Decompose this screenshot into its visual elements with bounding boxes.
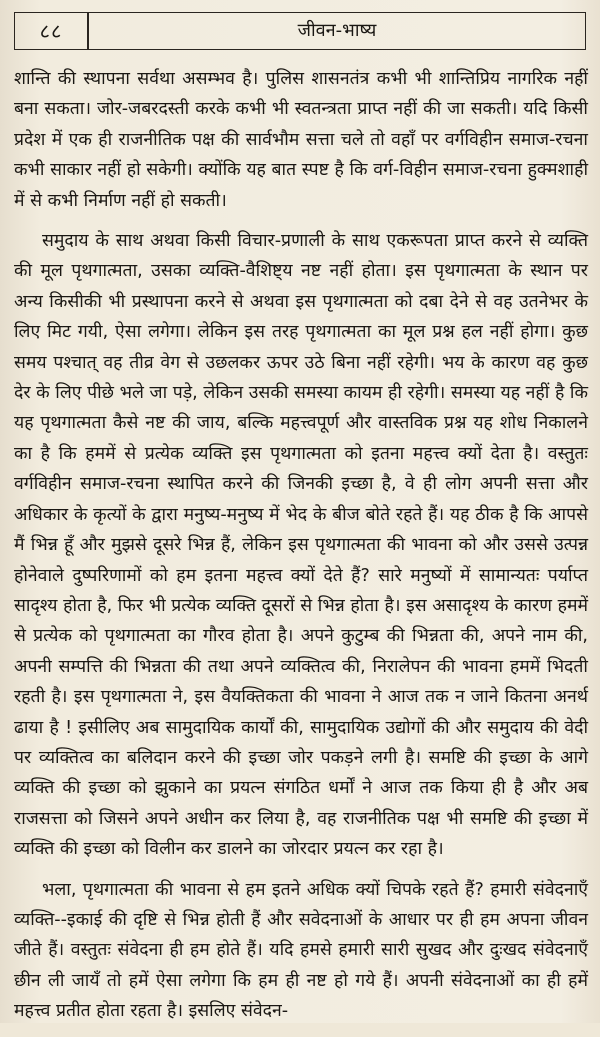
paragraph-2: समुदाय के साथ अथवा किसी विचार-प्रणाली के साथ एकरूपता प्राप्त करने से व्यक्ति की मूल पृथगात्मता, उसका व्यक्ति-वैशिष्ट्य नष्ट नहीं होता। इस पृथगात्मता के स्थान पर अन्य किसीकी भी प्रस्थापना करने से अथवा इस पृथगात्मता को दबा देने से वह उतनेभर के लिए मिट गयी, ऐसा लगेगा। लेकिन इस तरह पृथगात्मता का मूल प्रश्न हल नहीं होगा। कुछ समय पश्चात् वह तीव्र वेग से उछलकर ऊपर उठे बिना नहीं रहेगी। भय के कारण वह कुछ देर के लिए पीछे भले जा पड़े, लेकिन उसकी समस्या कायम ही रहेगी। समस्या यह नहीं है कि यह पृथगात्मता कैसे नष्ट की जाय, बल्कि महत्त्वपूर्ण और वास्तविक प्रश्न यह शोध निकालने का है कि हममें से प्रत्येक व्यक्ति इस पृथगात्मता को इतना महत्त्व क्यों देता है। वस्तुतः वर्गविहीन समाज-रचना स्थापित करने की जिनकी इच्छा है, वे ही लोग अपनी सत्ता और अधिकार के कृत्यों के द्वारा मनुष्य-मनुष्य में भेद के बीज बोते रहते हैं। यह ठीक है कि आपसे मैं भिन्न हूँ और मुझसे दूसरे भिन्न हैं, लेकिन इस पृथगात्मता की भावना को और उससे उत्पन्न होनेवाले दुष्परिणामों को हम इतना महत्त्व क्यों देते हैं? सारे मनुष्यों में सामान्यतः पर्याप्त सादृश्य होता है, फिर भी प्रत्येक व्यक्ति दूसरों से भिन्न होता है। इस असादृश्य के कारण हममें से प्रत्येक को पृथगात्मता का गौरव होता है। अपने कुटुम्ब की भिन्नता की, अपने नाम की, अपनी सम्पत्ति की भिन्नता की तथा अपने व्यक्तित्व की, निरालेपन की भावना हममें भिदती रहती है। इस पृथगात्मता ने, इस वैयक्तिकता की भावना ने आज तक न जाने कितना अनर्थ ढाया है ! इसीलिए अब सामुदायिक कार्यों की, सामुदायिक उद्योगों की और समुदाय की वेदी पर व्यक्तित्व का बलिदान करने की इच्छा जोर पकड़ने लगी है। समष्टि की इच्छा के आगे व्यक्ति की इच्छा को झुकाने का प्रयत्न संगठित धर्मों ने आज तक किया ही है और अब राजसत्ता को जिसने अपने अधीन कर लिया है, वह राजनीतिक पक्ष भी समष्टि की इच्छा में व्यक्ति की इच्छा को विलीन कर डालने का जोरदार प्रयत्न कर रहा है। bbox=[14, 231, 588, 860]
paragraph-1: शान्ति की स्थापना सर्वथा असम्भव है। पुलिस शासनतंत्र कभी भी शान्तिप्रिय नागरिक नहीं बना सकता। जोर-जबरदस्ती करके कभी भी स्वतन्त्रता प्राप्त नहीं की जा सकती। यदि किसी प्रदेश में एक ही राजनीतिक पक्ष की सार्वभौम सत्ता चले तो वहाँ पर वर्गविहीन समाज-रचना कभी साकार नहीं हो सकेगी। क्योंकि यह बात स्पष्ट है कि वर्ग-विहीन समाज-रचना हुक्मशाही में से कभी निर्माण नहीं हो सकती। bbox=[14, 69, 588, 211]
paragraph-3: भला, पृथगात्मता की भावना से हम इतने अधिक क्यों चिपके रहते हैं? हमारी संवेदनाएँ व्यक्ति--इकाई की दृष्टि से भिन्न होती हैं और सवेदनाओं के आधार पर ही हम अपना जीवन जीते हैं। वस्तुतः संवेदना ही हम होते हैं। यदि हमसे हमारी सारी सुखद और दुःखद संवेदनाएँ छीन ली जायँ तो हमें ऐसा लगेगा कि हम ही नष्ट हो गये हैं। अपनी संवेदनाओं का ही हमें महत्त्व प्रतीत होता रहता है। इसलिए संवेदन- bbox=[14, 879, 588, 1022]
body-text bbox=[14, 64, 588, 1037]
page-header bbox=[14, 12, 586, 50]
running-head: जीवन-भाष्य bbox=[297, 20, 377, 41]
page-number: ८८ bbox=[39, 19, 63, 43]
